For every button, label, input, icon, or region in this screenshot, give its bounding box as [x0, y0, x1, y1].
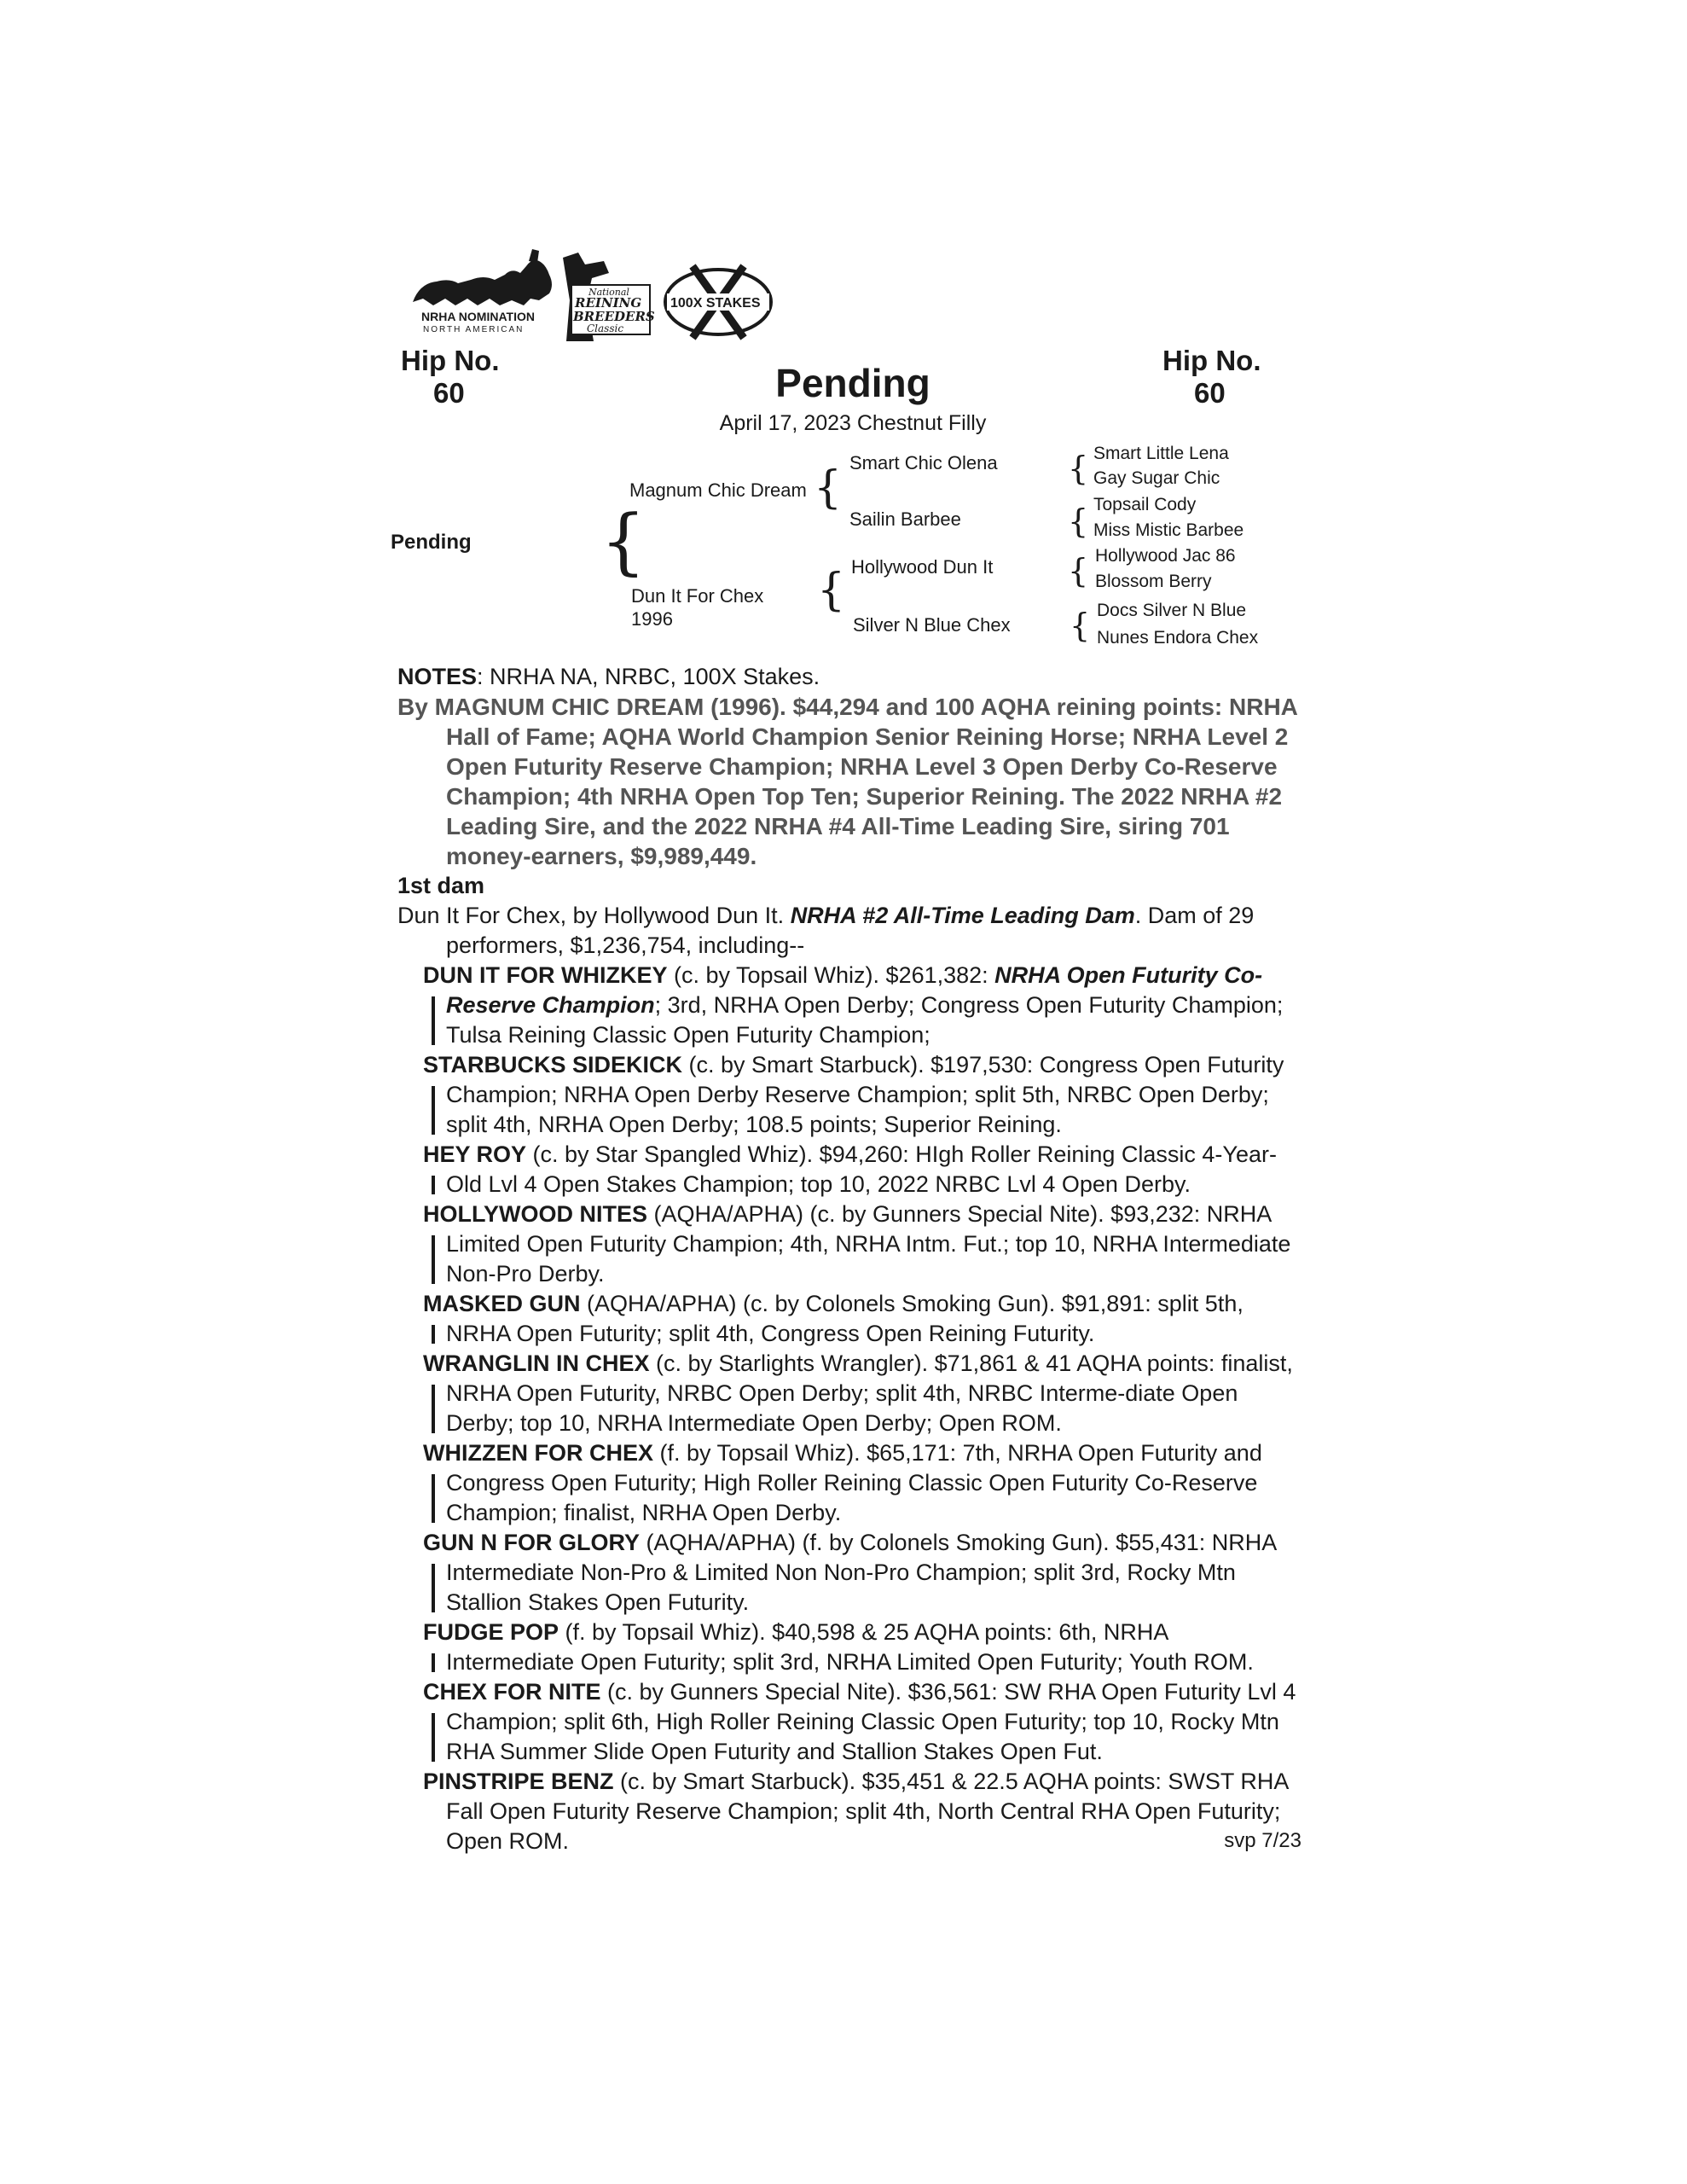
pedigree-brace-g3: { — [1068, 552, 1089, 590]
nrbc-logo — [563, 253, 655, 341]
first-dam-lead: Dun It For Chex, by Hollywood Dun It. NRHA #2 All-Time Leading Dam. Dam of 29 performers, $1,236,754, including-- — [397, 903, 1255, 958]
performer-text — [423, 1438, 1301, 1528]
performer-list — [397, 961, 1301, 1856]
pedigree-gg7: Docs Silver N Blue — [1097, 601, 1247, 620]
performer-entry — [423, 1289, 1301, 1349]
performer-name: HOLLYWOOD NITES — [423, 1201, 648, 1227]
performer-name: WHIZZEN FOR CHEX — [423, 1440, 653, 1466]
performer-text — [423, 1528, 1301, 1618]
performer-bar — [432, 1176, 435, 1194]
sale-logos — [411, 249, 803, 345]
pedigree-gg3: Topsail Cody — [1093, 495, 1197, 514]
performer-name: CHEX FOR NITE — [423, 1679, 601, 1705]
performer-entry — [423, 1677, 1301, 1767]
performer-record: (c. by Starlights Wrangler). $71,861 & 41 AQHA points: finalist, NRHA Open Futurity, NRBC Open Derby; split 4th, NRBC Interme-diate Open Derby; top 10, NRHA Intermediate Open Derby; Open ROM. — [446, 1350, 1293, 1436]
performer-entry — [423, 1349, 1301, 1438]
pedigree-gg8: Nunes Endora Chex — [1097, 628, 1259, 648]
pedigree-brace-g1: { — [1068, 450, 1089, 487]
performer-text — [423, 1050, 1301, 1140]
page-title: Pending — [775, 361, 930, 405]
svg-text:National: National — [588, 287, 629, 298]
performer-entry — [423, 1767, 1301, 1856]
performer-entry — [423, 1528, 1301, 1618]
performer-record: (c. by Topsail Whiz). $261,382: — [667, 962, 995, 988]
performer-entry — [423, 1140, 1301, 1199]
hip-number-right: 60 — [1194, 377, 1226, 409]
pedigree-sire-sire: Smart Chic Olena — [849, 452, 998, 473]
performer-entry — [423, 1438, 1301, 1528]
performer-text — [423, 1140, 1301, 1199]
performer-text — [423, 1289, 1301, 1349]
performer-text — [423, 961, 1301, 1050]
notes-line: NOTES: NRHA NA, NRBC, 100X Stakes. — [397, 664, 820, 689]
pedigree-gg6: Blossom Berry — [1095, 572, 1212, 591]
performer-record: (f. by Topsail Whiz). $40,598 & 25 AQHA points: 6th, NRHA Intermediate Open Futurity; split 3rd, NRHA Limited Open Futurity; Youth ROM. — [446, 1619, 1254, 1675]
performer-name: WRANGLIN IN CHEX — [423, 1350, 650, 1376]
performer-record: (AQHA/APHA) (c. by Colonels Smoking Gun). $91,891: split 5th, NRHA Open Futurity; split 4th, Congress Open Reining Futurity. — [446, 1291, 1244, 1346]
performer-title-emphasis: NRHA Open Futurity Co-Reserve Champion — [446, 962, 1263, 1018]
pedigree-gg1: Smart Little Lena — [1093, 444, 1229, 463]
performer-record: (AQHA/APHA) (f. by Colonels Smoking Gun). $55,431: NRHA Intermediate Non-Pro & Limited Non Non-Pro Champion; split 3rd, Rocky Mtn Stallion Stakes Open Futurity. — [446, 1530, 1276, 1615]
pedigree-gg4: Miss Mistic Barbee — [1093, 520, 1244, 540]
performer-name: DUN IT FOR WHIZKEY — [423, 962, 668, 988]
performer-record-rest: ; 3rd, NRHA Open Derby; Congress Open Futurity Champion; Tulsa Reining Classic Open Futurity Champion; — [446, 992, 1284, 1048]
pedigree-sire-dam: Sailin Barbee — [849, 508, 961, 530]
performer-entry — [423, 1050, 1301, 1140]
performer-bar — [432, 1385, 435, 1433]
performer-name: PINSTRIPE BENZ — [423, 1769, 614, 1794]
pedigree-brace-g2: { — [1068, 502, 1089, 540]
performer-text — [423, 1349, 1301, 1438]
performer-bar — [432, 1325, 435, 1344]
svg-text:NORTH AMERICAN: NORTH AMERICAN — [423, 325, 525, 334]
performer-bar — [432, 1564, 435, 1612]
pedigree-brace-sire: { — [814, 462, 843, 514]
performer-name: STARBUCKS SIDEKICK — [423, 1052, 683, 1077]
hip-label-right: Hip No. — [1162, 345, 1261, 376]
performer-record: (f. by Topsail Whiz). $65,171: 7th, NRHA Open Futurity and Congress Open Futurity; High Roller Reining Classic Open Futurity Co-Reserve Champion; finalist, NRHA Open Derby. — [446, 1440, 1262, 1525]
performer-entry — [423, 1199, 1301, 1289]
hip-number-left: 60 — [433, 377, 465, 409]
performer-record: (c. by Smart Starbuck). $35,451 & 22.5 AQHA points: SWST RHA Fall Open Futurity Reserve Champion; split 4th, North Central RHA Open Futurity; Open ROM. — [446, 1769, 1288, 1854]
pedigree-dam: Dun It For Chex — [631, 585, 764, 607]
svg-text:100X STAKES: 100X STAKES — [670, 296, 761, 311]
pedigree-subject: Pending — [391, 531, 472, 554]
performer-bar — [432, 1713, 435, 1762]
performer-name: HEY ROY — [423, 1141, 527, 1167]
svg-text:BREEDERS: BREEDERS — [573, 309, 655, 324]
catalog-body — [397, 662, 1301, 1856]
svg-text:REINING: REINING — [575, 295, 642, 311]
hip-label-left: Hip No. — [401, 345, 500, 376]
pedigree-dam-dam: Silver N Blue Chex — [853, 614, 1011, 636]
pedigree-brace-main: { — [600, 499, 646, 583]
performer-name: MASKED GUN — [423, 1291, 581, 1316]
pedigree-dam-year: 1996 — [631, 608, 673, 630]
pedigree-sire: Magnum Chic Dream — [629, 479, 807, 501]
performer-text — [423, 1677, 1301, 1767]
performer-name: FUDGE POP — [423, 1619, 559, 1645]
logo-strip — [411, 249, 803, 345]
first-dam-heading: 1st dam — [397, 873, 485, 898]
performer-bar — [432, 1653, 435, 1672]
performer-record: (c. by Star Spangled Whiz). $94,260: HIgh Roller Reining Classic 4-Year-Old Lvl 4 Open Stakes Champion; top 10, 2022 NRBC Lvl 4 Open Derby. — [446, 1141, 1277, 1197]
pedigree-dam-sire: Hollywood Dun It — [851, 556, 994, 578]
100x-stakes-logo — [665, 266, 771, 338]
performer-bar — [432, 1235, 435, 1284]
performer-bar — [432, 1086, 435, 1135]
svg-text:Classic: Classic — [587, 322, 624, 334]
performer-record: (c. by Smart Starbuck). $197,530: Congress Open Futurity Champion; NRHA Open Derby Reserve Champion; split 5th, NRBC Open Derby; split 4th, NRHA Open Derby; 108.5 points; Superior Reining. — [446, 1052, 1284, 1137]
footer-code: svp 7/23 — [1224, 1829, 1301, 1852]
pedigree-brace-dam: { — [817, 565, 846, 616]
performer-bar — [432, 996, 435, 1045]
performer-record: (AQHA/APHA) (c. by Gunners Special Nite). $93,232: NRHA Limited Open Futurity Champion; 4th, NRHA Intm. Fut.; top 10, NRHA Intermediate Non-Pro Derby. — [446, 1201, 1291, 1287]
performer-bar — [432, 1474, 435, 1523]
performer-text — [423, 1199, 1301, 1289]
performer-text — [423, 1618, 1301, 1677]
foaling-info: April 17, 2023 Chestnut Filly — [719, 411, 987, 435]
pedigree-brace-g4: { — [1070, 607, 1091, 644]
performer-name: GUN N FOR GLORY — [423, 1530, 640, 1555]
pedigree-gg5: Hollywood Jac 86 — [1095, 546, 1236, 566]
performer-text — [423, 1767, 1301, 1856]
pedigree-gg2: Gay Sugar Chic — [1093, 468, 1220, 488]
nrha-nomination-logo — [413, 249, 552, 334]
performer-entry — [423, 1618, 1301, 1677]
sire-summary: By MAGNUM CHIC DREAM (1996). $44,294 and 100 AQHA reining points: NRHA Hall of Fame; AQHA World Champion Senior Reining Horse; NRHA Level 2 Open Futurity Reserve Champion; NRHA Level 3 Open Derby Co-Reserve Champion; 4th NRHA Open Top Ten; Superior Reining. The 2022 NRHA #2 Leading Sire, and the 2022 NRHA #4 All-Time Leading Sire, siring 701 money-earners, $9,989,449. — [397, 694, 1297, 869]
svg-text:NRHA NOMINATION: NRHA NOMINATION — [421, 310, 535, 323]
performer-record: (c. by Gunners Special Nite). $36,561: SW RHA Open Futurity Lvl 4 Champion; split 6th, High Roller Reining Classic Open Futurity; top 10, Rocky Mtn RHA Summer Slide Open Futurity and Stallion Stakes Open Fut. — [446, 1679, 1296, 1764]
performer-entry — [423, 961, 1301, 1050]
